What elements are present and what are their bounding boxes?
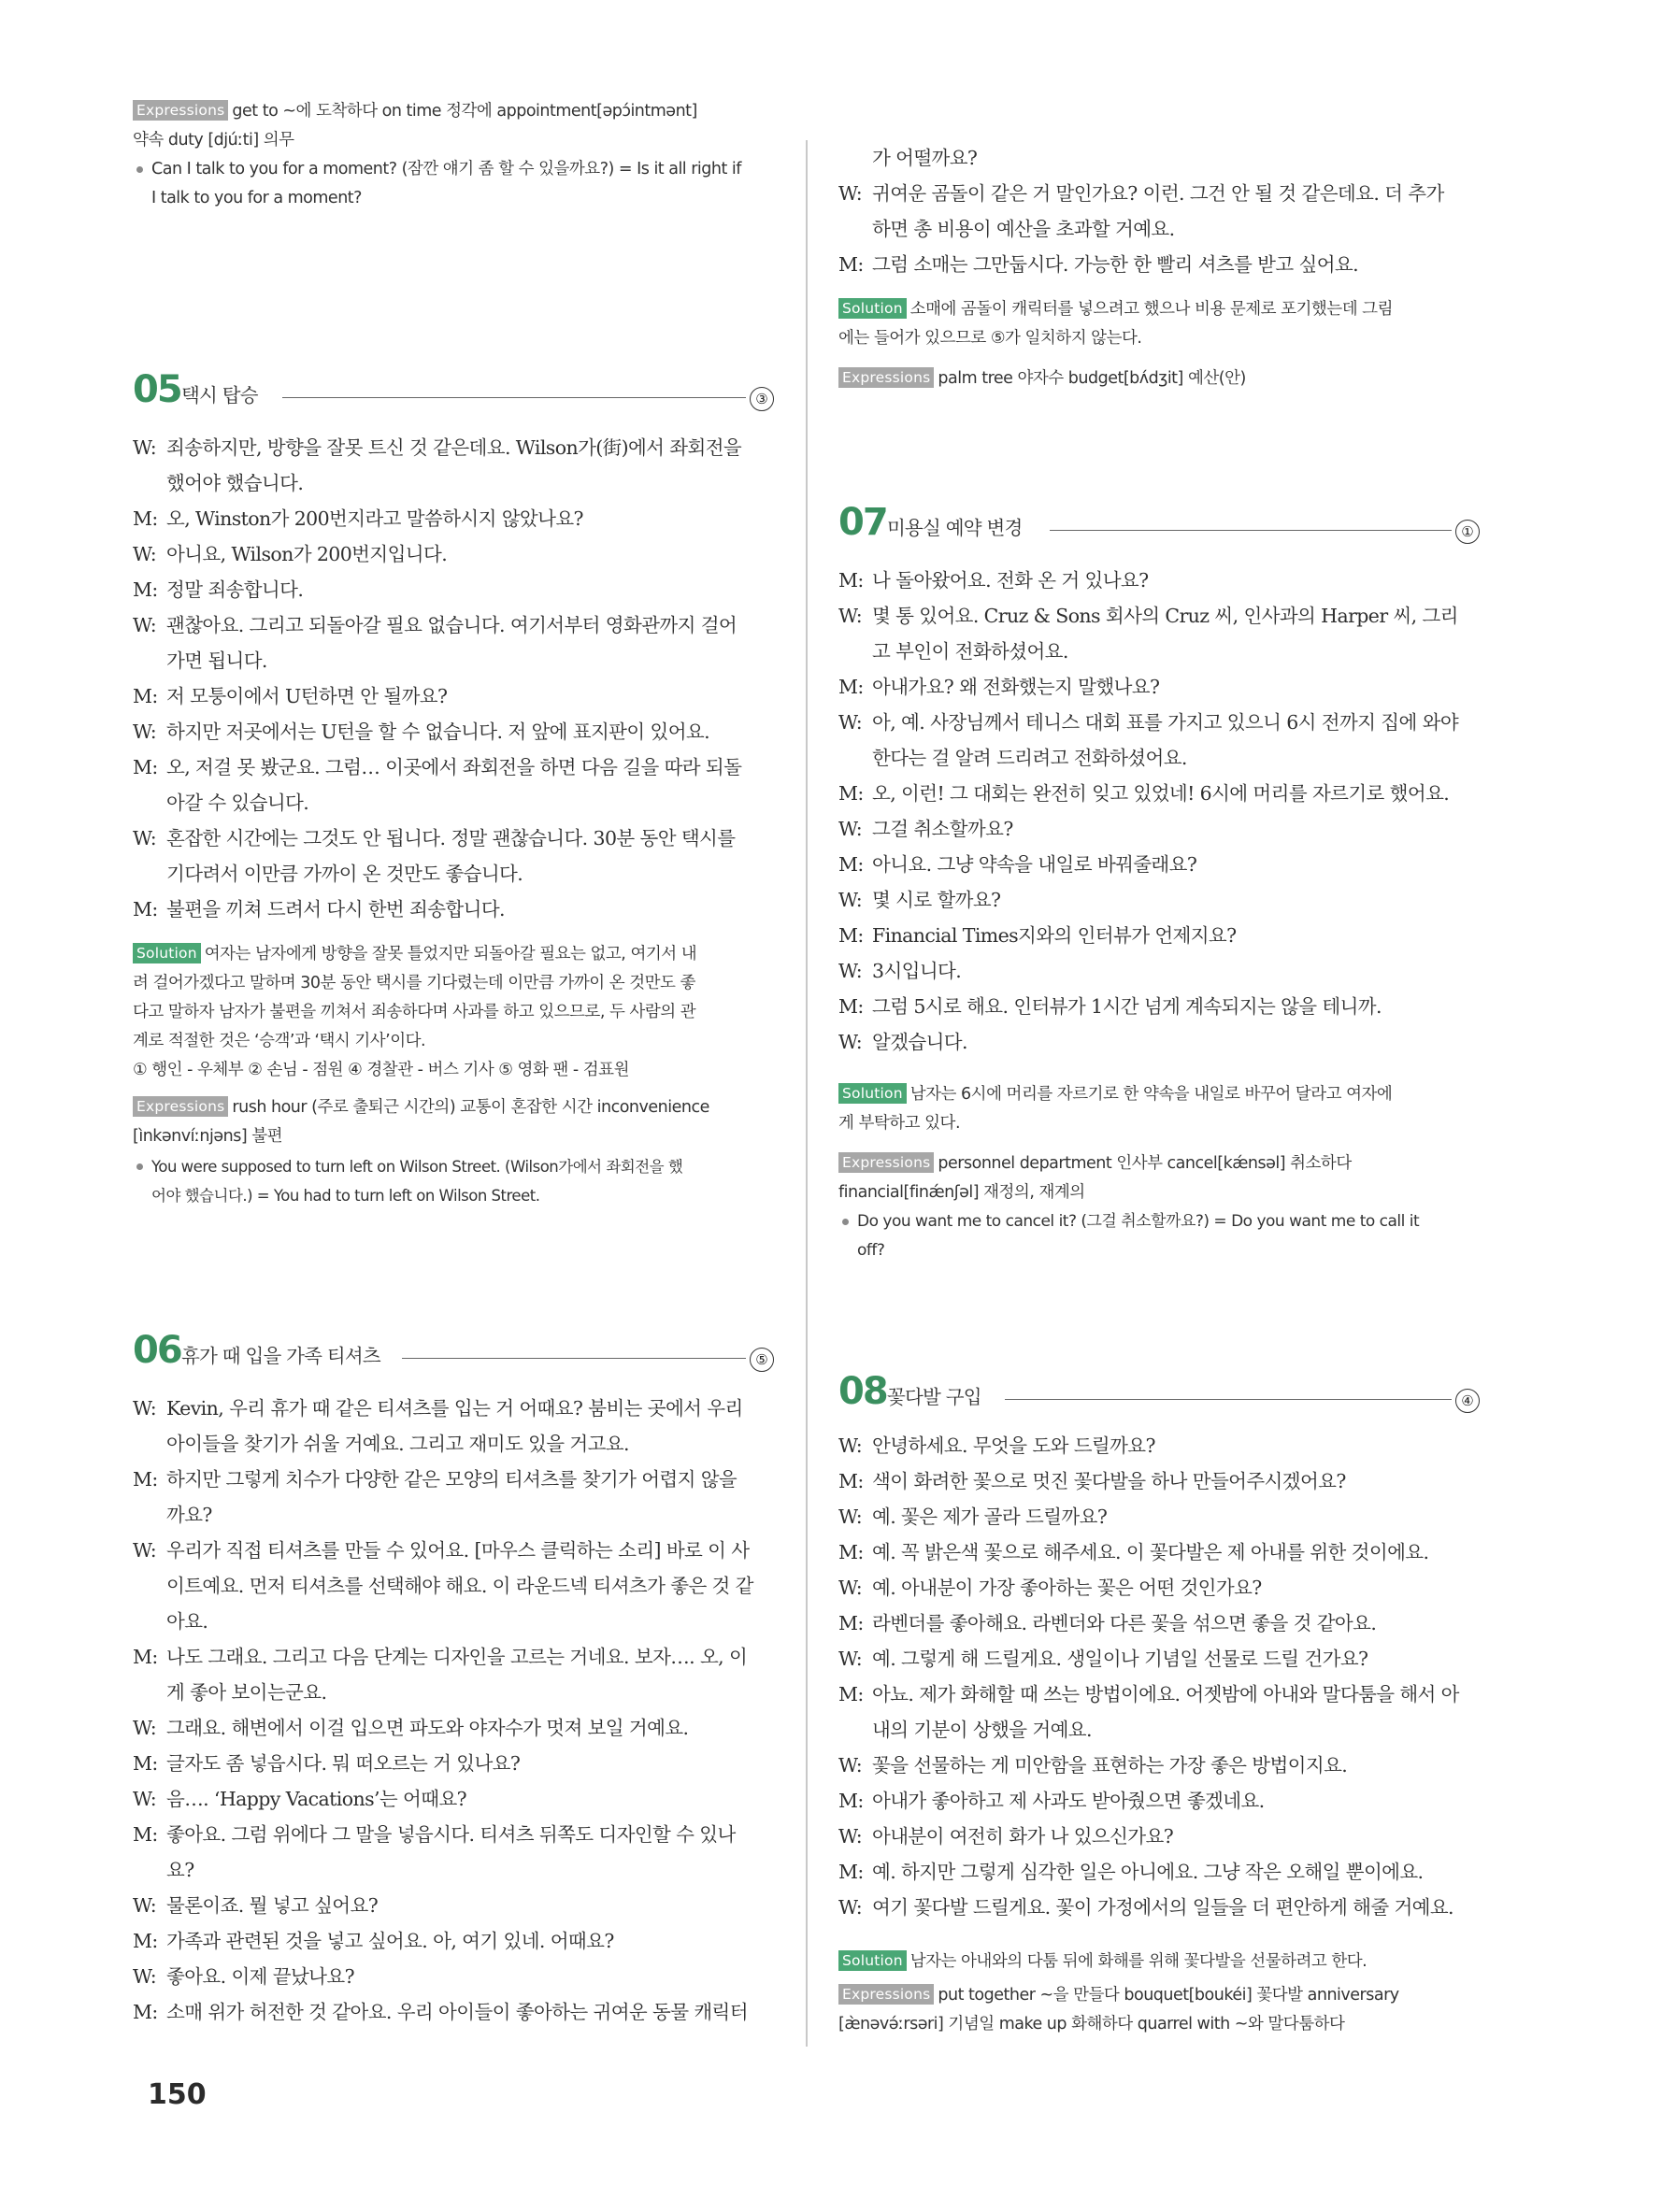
dialogue-line: M: 색이 화려한 꽃으로 멋진 꽃다발을 하나 만들어주시겠어요? — [838, 1470, 1346, 1492]
dialogue-line: M: 가족과 관련된 것을 넣고 싶어요. 아, 여기 있네. 어때요? — [133, 1930, 614, 1952]
dialogue-line: W: 하지만 저곳에서는 U턴을 할 수 없습니다. 저 앞에 표지판이 있어요. — [133, 721, 710, 743]
section-heading-08 — [838, 1361, 1480, 1413]
dialogue-line: M: 아뇨. 제가 화해할 때 쓰는 방법이에요. 어젯밤에 아내와 말다툼을 해서 아 — [838, 1683, 1459, 1705]
bullet-note-05: You were supposed to turn left on Wilson Street. (Wilson가에서 좌회전을 했 어야 했습니다.) = You had to turn left on Wilson Street. — [133, 1152, 774, 1210]
dialogue-line: M: 오, 저걸 못 봤군요. 그럼… 이곳에서 좌회전을 하면 다음 길을 따라 되돌 — [133, 756, 742, 778]
dialogue-line: W: 좋아요. 이제 끝났나요? — [133, 1965, 354, 1988]
page-number: 150 — [148, 2078, 207, 2111]
dialogue-08: W: 안녕하세요. 무엇을 도와 드릴까요? M: 색이 화려한 꽃으로 멋진 꽃다발을 하나 만들어주시겠어요? W: 예. 꽃은 제가 골라 드릴까요? M: 예. 꼭 밝은색 꽃으로 해주세요. 이 꽃다발은 제 아내를 위한 것이에요. W: 예. 아내분이 가장 좋아하는 꽃은 어떤 것인가요? M: 라벤더를 좋아해요. 라벤더와 다른 꽃을 섞으면 좋을 것 같아요. W: 예. 그렇게 해 드릴게요. 생일이나 기념일 선물로 드릴 건가요? M: 아뇨. 제가 화해할 때 쓰는 방법이에요. 어젯밤에 아내와 말다툼을 해서 아 내의 기분이 상했을 거예요. W: 꽃을 선물하는 게 미안함을 표현하는 가장 좋은 방법이지요. M: 아내가 좋아하고 제 사과도 받아줬으면 좋겠네요. W: 아내분이 여전히 화가 나 있으신가요? M: 예. 하지만 그렇게 심각한 일은 아니에요. 그냥 작은 오해일 뿐이에요. W: 여기 꽃다발 드릴게요. 꽃이 가정에서의 일들을 더 편안하게 해줄 거예요. — [838, 1428, 1480, 1951]
bullet-dot — [842, 1219, 849, 1225]
dialogue-line: M: 나 돌아왔어요. 전화 온 거 있나요? — [838, 569, 1149, 592]
section-heading-07 — [838, 492, 1480, 544]
section-title: 꽃다발 구입 — [887, 1386, 981, 1408]
dialogue-line: M: 나도 그래요. 그리고 다음 단계는 디자인을 고르는 거네요. 보자…. 오, 이 — [133, 1646, 748, 1668]
dialogue-line: M: 아니요. 그냥 약속을 내일로 바꿔줄래요? — [838, 853, 1197, 876]
expressions-block-05: Expressions rush hour (주로 출퇴근 시간의) 교통이 혼잡한 시간 inconvenience [ìnkənvíːnjəns] 불편 — [133, 1098, 709, 1146]
dialogue-06-continued: 가 어떨까요? W: 귀여운 곰돌이 같은 거 말인가요? 이런. 그건 안 될 것 같은데요. 더 추가 하면 총 비용이 예산을 초과할 거예요. M: 그럼 소매는 그만둡시다. 가능한 한 빨리 셔츠를 받고 싶어요. — [838, 140, 1480, 290]
dialogue-line: W: 몇 통 있어요. Cruz & Sons 회사의 Cruz 씨, 인사과의 Harper 씨, 그리 — [838, 605, 1458, 627]
solution-tag: Solution — [838, 1083, 907, 1104]
section-title: 휴가 때 입을 가족 티셔츠 — [181, 1345, 380, 1367]
dialogue-line: W: 그걸 취소할까요? — [838, 818, 1013, 840]
dialogue-line: W: 예. 꽃은 제가 골라 드릴까요? — [838, 1506, 1108, 1528]
column-divider — [806, 140, 808, 2047]
dialogue-line: W: 죄송하지만, 방향을 잘못 트신 것 같은데요. Wilson가(街)에서 좌회전을 — [133, 436, 742, 459]
expressions-tag: Expressions — [133, 100, 228, 121]
answer-circle: ⑤ — [750, 1348, 774, 1372]
bullet-text: Can I talk to you for a moment? (잠깐 얘기 좀 할 수 있을까요?) = Is it all right if — [151, 160, 741, 178]
section-number: 08 — [838, 1370, 887, 1413]
dialogue-line: M: 오, 이런! 그 대회는 완전히 잊고 있었네! 6시에 머리를 자르기로 했어요. — [838, 782, 1450, 805]
dialogue-line: M: 정말 죄송합니다. — [133, 578, 304, 601]
dialogue-line: W: 3시입니다. — [838, 960, 962, 982]
solution-block-08: Solution 남자는 아내와의 다툼 뒤에 화해를 위해 꽃다발을 선물하려고 한다. — [838, 1948, 1480, 1977]
solution-block-06: Solution 소매에 곰돌이 캐릭터를 넣으려고 했으나 비용 문제로 포기했는데 그림 에는 들어가 있으므로 ⑤가 일치하지 않는다. — [838, 300, 1393, 348]
solution-tag: Solution — [838, 298, 907, 319]
solution-block-07: Solution 남자는 6시에 머리를 자르기로 한 약속을 내일로 바꾸어 달라고 여자에 게 부탁하고 있다. — [838, 1085, 1393, 1133]
bullet-dot — [136, 166, 143, 173]
dialogue-line: M: 예. 꼭 밝은색 꽃으로 해주세요. 이 꽃다발은 제 아내를 위한 것이에요. — [838, 1541, 1429, 1563]
dialogue-line: W: 몇 시로 할까요? — [838, 889, 1001, 911]
dialogue-07: M: 나 돌아왔어요. 전화 온 거 있나요? W: 몇 통 있어요. Cruz & Sons 회사의 Cruz 씨, 인사과의 Harper 씨, 그리 고 부인이 전화하셨어요. M: 아내가요? 왜 전화했는지 말했나요? W: 아, 예. 사장님께서 테니스 대회 표를 가지고 있으니 6시 전까지 집에 와야 한다는 걸 알려 드리려고 전화하셨어요. M: 오, 이런! 그 대회는 완전히 잊고 있었네! 6시에 머리를 자르기로 했어요. W: 그걸 취소할까요? M: 아니요. 그냥 약속을 내일로 바꿔줄래요? W: 몇 시로 할까요? M: Financial Times지와의 인터뷰가 언제지요? W: 3시입니다. M: 그럼 5시로 해요. 인터뷰가 1시간 넘게 계속되지는 않을 테니까. W: 알겠습니다. — [838, 563, 1480, 1067]
bullet-dot — [136, 1163, 143, 1170]
dialogue-line: W: 그래요. 해변에서 이걸 입으면 파도와 야자수가 멋져 보일 거예요. — [133, 1717, 689, 1739]
dialogue-line: M: 좋아요. 그럼 위에다 그 말을 넣읍시다. 티셔츠 뒤쪽도 디자인할 수 있나 — [133, 1823, 736, 1846]
expressions-block-06: Expressions palm tree 야자수 budget[bʌ́dʒit] 예산(안) — [838, 364, 1480, 393]
expressions-block-04 — [133, 97, 774, 155]
expressions-block-07: Expressions personnel department 인사부 cancel[kǽnsəl] 취소하다 financial[finǽnʃəl] 재정의, 재계의 — [838, 1154, 1352, 1202]
expressions-tag: Expressions — [838, 1984, 934, 2005]
dialogue-line: W: 안녕하세요. 무엇을 도와 드릴까요? — [838, 1434, 1155, 1457]
heading-rule — [1005, 1399, 1452, 1400]
expressions-tag: Expressions — [838, 367, 934, 388]
dialogue-line: M: 하지만 그렇게 치수가 다양한 같은 모양의 티셔츠를 찾기가 어렵지 않을 — [133, 1468, 737, 1491]
section-title: 미용실 예약 변경 — [887, 517, 1023, 539]
expressions-text: 약속 duty [djúːti] 의무 — [133, 131, 294, 150]
dialogue-line: W: 괜찮아요. 그리고 되돌아갈 필요 없습니다. 여기서부터 영화관까지 걸어 — [133, 614, 737, 636]
dialogue-line: W: 꽃을 선물하는 게 미안함을 표현하는 가장 좋은 방법이지요. — [838, 1754, 1348, 1777]
dialogue-05: W: 죄송하지만, 방향을 잘못 트신 것 같은데요. Wilson가(街)에서 좌회전을 했어야 했습니다. M: 오, Winston가 200번지라고 말씀하시지 않았나요? W: 아니요, Wilson가 200번지입니다. M: 정말 죄송합니다. W: 괜찮아요. 그리고 되돌아갈 필요 없습니다. 여기서부터 영화관까지 걸어 가면 됩니다. M: 저 모퉁이에서 U턴하면 안 될까요? W: 하지만 저곳에서는 U턴을 할 수 없습니다. 저 앞에 표지판이 있어요. M: 오, 저걸 못 봤군요. 그럼… 이곳에서 좌회전을 하면 다음 길을 따라 되돌 아갈 수 있습니다. W: 혼잡한 시간에는 그것도 안 됩니다. 정말 괜찮습니다. 30분 동안 택시를 기다려서 이만큼 가까이 온 것만도 좋습니다. M: 불편을 끼쳐 드려서 다시 한번 죄송합니다. — [133, 430, 774, 953]
expressions-tag: Expressions — [133, 1096, 228, 1117]
dialogue-line: W: 예. 아내분이 가장 좋아하는 꽃은 어떤 것인가요? — [838, 1577, 1262, 1599]
solution-tag: Solution — [133, 943, 201, 963]
answer-circle: ④ — [1455, 1389, 1480, 1413]
dialogue-line: W: 여기 꽃다발 드릴게요. 꽃이 가정에서의 일들을 더 편안하게 해줄 거예요. — [838, 1896, 1453, 1919]
dialogue-line: W: 혼잡한 시간에는 그것도 안 됩니다. 정말 괜찮습니다. 30분 동안 택시를 — [133, 827, 736, 849]
solution-tag: Solution — [838, 1950, 907, 1971]
expressions-tag: Expressions — [838, 1152, 934, 1173]
expressions-text: get to ~에 도착하다 on time 정각에 appointment[əpɔ́intmənt] — [232, 102, 697, 121]
dialogue-line: M: 오, Winston가 200번지라고 말씀하시지 않았나요? — [133, 507, 583, 530]
answer-circle: ③ — [750, 387, 774, 411]
section-number: 06 — [133, 1329, 181, 1372]
heading-rule — [282, 397, 746, 398]
dialogue-06: W: Kevin, 우리 휴가 때 같은 티셔츠를 입는 거 어때요? 붐비는 곳에서 우리 아이들을 찾기가 쉬울 거예요. 그리고 재미도 있을 거고요. M: 하지만 그렇게 치수가 다양한 같은 모양의 티셔츠를 찾기가 어렵지 않을 까요? W: 우리가 직접 티셔츠를 만들 수 있어요. [마우스 클릭하는 소리] 바로 이 사 이트예요. 먼저 티셔츠를 선택해야 해요. 이 라운드넥 티셔츠가 좋은 것 같 아요. M: 나도 그래요. 그리고 다음 단계는 디자인을 고르는 거네요. 보자…. 오, 이 게 좋아 보이는군요. W: 그래요. 해변에서 이걸 입으면 파도와 야자수가 멋져 보일 거예요. M: 글자도 좀 넣읍시다. 뭐 떠오르는 거 있나요? W: 음…. ‘Happy Vacations’는 어때요? M: 좋아요. 그럼 위에다 그 말을 넣읍시다. 티셔츠 뒤쪽도 디자인할 수 있나 요? W: 물론이죠. 뭘 넣고 싶어요? M: 가족과 관련된 것을 넣고 싶어요. 아, 여기 있네. 어때요? W: 좋아요. 이제 끝났나요? M: 소매 위가 허전한 것 같아요. 우리 아이들이 좋아하는 귀여운 동물 캐릭터 — [133, 1391, 774, 2045]
dialogue-line: M: 예. 하지만 그렇게 심각한 일은 아니에요. 그냥 작은 오해일 뿐이에요. — [838, 1861, 1424, 1883]
section-heading-05 — [133, 359, 774, 411]
dialogue-line: M: 소매 위가 허전한 것 같아요. 우리 아이들이 좋아하는 귀여운 동물 캐릭터 — [133, 2001, 748, 2023]
heading-rule — [402, 1358, 746, 1359]
dialogue-line: M: 라벤더를 좋아해요. 라벤더와 다른 꽃을 섞으면 좋을 것 같아요. — [838, 1612, 1377, 1634]
dialogue-line: W: 음…. ‘Happy Vacations’는 어때요? — [133, 1788, 467, 1810]
dialogue-line: W: 아니요, Wilson가 200번지입니다. — [133, 543, 448, 565]
dialogue-line: W: 알겠습니다. — [838, 1031, 967, 1053]
dialogue-line: W: 예. 그렇게 해 드릴게요. 생일이나 기념일 선물로 드릴 건가요? — [838, 1648, 1368, 1670]
bullet-note-04 — [133, 155, 774, 213]
dialogue-line: W: 아내분이 여전히 화가 나 있으신가요? — [838, 1825, 1174, 1848]
heading-rule — [1050, 530, 1452, 531]
dialogue-line: M: 글자도 좀 넣읍시다. 뭐 떠오르는 거 있나요? — [133, 1752, 521, 1775]
dialogue-line: M: Financial Times지와의 인터뷰가 언제지요? — [838, 924, 1237, 947]
section-heading-06 — [133, 1320, 774, 1372]
bullet-note-07: Do you want me to cancel it? (그걸 취소할까요?) = Do you want me to call it off? — [838, 1207, 1480, 1265]
expressions-block-08: Expressions put together ~을 만들다 bouquet[boukéi] 꽃다발 anniversary [æ̀nəvə́ːrsəri] 기념일 make up 화해하다 quarrel with ~와 말다툼하다 — [838, 1986, 1399, 2034]
dialogue-line: W: 아, 예. 사장님께서 테니스 대회 표를 가지고 있으니 6시 전까지 집에 와야 — [838, 711, 1459, 734]
answer-circle: ① — [1455, 520, 1480, 544]
dialogue-line: M: 그럼 소매는 그만둡시다. 가능한 한 빨리 셔츠를 받고 싶어요. — [838, 253, 1359, 276]
dialogue-line: M: 아내가 좋아하고 제 사과도 받아줬으면 좋겠네요. — [838, 1790, 1265, 1812]
dialogue-line: M: 아내가요? 왜 전화했는지 말했나요? — [838, 676, 1160, 698]
section-number: 07 — [838, 501, 887, 544]
dialogue-line: W: 물론이죠. 뭘 넣고 싶어요? — [133, 1894, 379, 1917]
section-number: 05 — [133, 368, 181, 411]
dialogue-line: M: 불편을 끼쳐 드려서 다시 한번 죄송합니다. — [133, 898, 505, 920]
dialogue-line: W: 우리가 직접 티셔츠를 만들 수 있어요. [마우스 클릭하는 소리] 바로 이 사 — [133, 1539, 750, 1562]
dialogue-line: M: 저 모퉁이에서 U턴하면 안 될까요? — [133, 685, 448, 707]
dialogue-line: W: 귀여운 곰돌이 같은 거 말인가요? 이런. 그건 안 될 것 같은데요. 더 추가 — [838, 182, 1444, 205]
section-title: 택시 탑승 — [181, 384, 258, 407]
dialogue-line: W: Kevin, 우리 휴가 때 같은 티셔츠를 입는 거 어때요? 붐비는 곳에서 우리 — [133, 1397, 743, 1420]
dialogue-line: M: 그럼 5시로 해요. 인터뷰가 1시간 넘게 계속되지는 않을 테니까. — [838, 995, 1382, 1018]
solution-block-05: Solution 여자는 남자에게 방향을 잘못 틀었지만 되돌아갈 필요는 없고, 여기서 내 려 걸어가겠다고 말하며 30분 동안 택시를 기다렸는데 이만큼 가까이 온 것만도 좋 다고 말하자 남자가 불편을 끼쳐서 죄송하다며 사과를 하고 있으므로, 두 사람의 관 계로 적절한 것은 ‘승객’과 ‘택시 기사’이다. ① 행인 - 우체부 ② 손님 - 점원 ④ 경찰관 - 버스 기사 ⑤ 영화 팬 - 검표원 — [133, 945, 697, 1079]
bullet-text: I talk to you for a moment? — [151, 189, 362, 207]
